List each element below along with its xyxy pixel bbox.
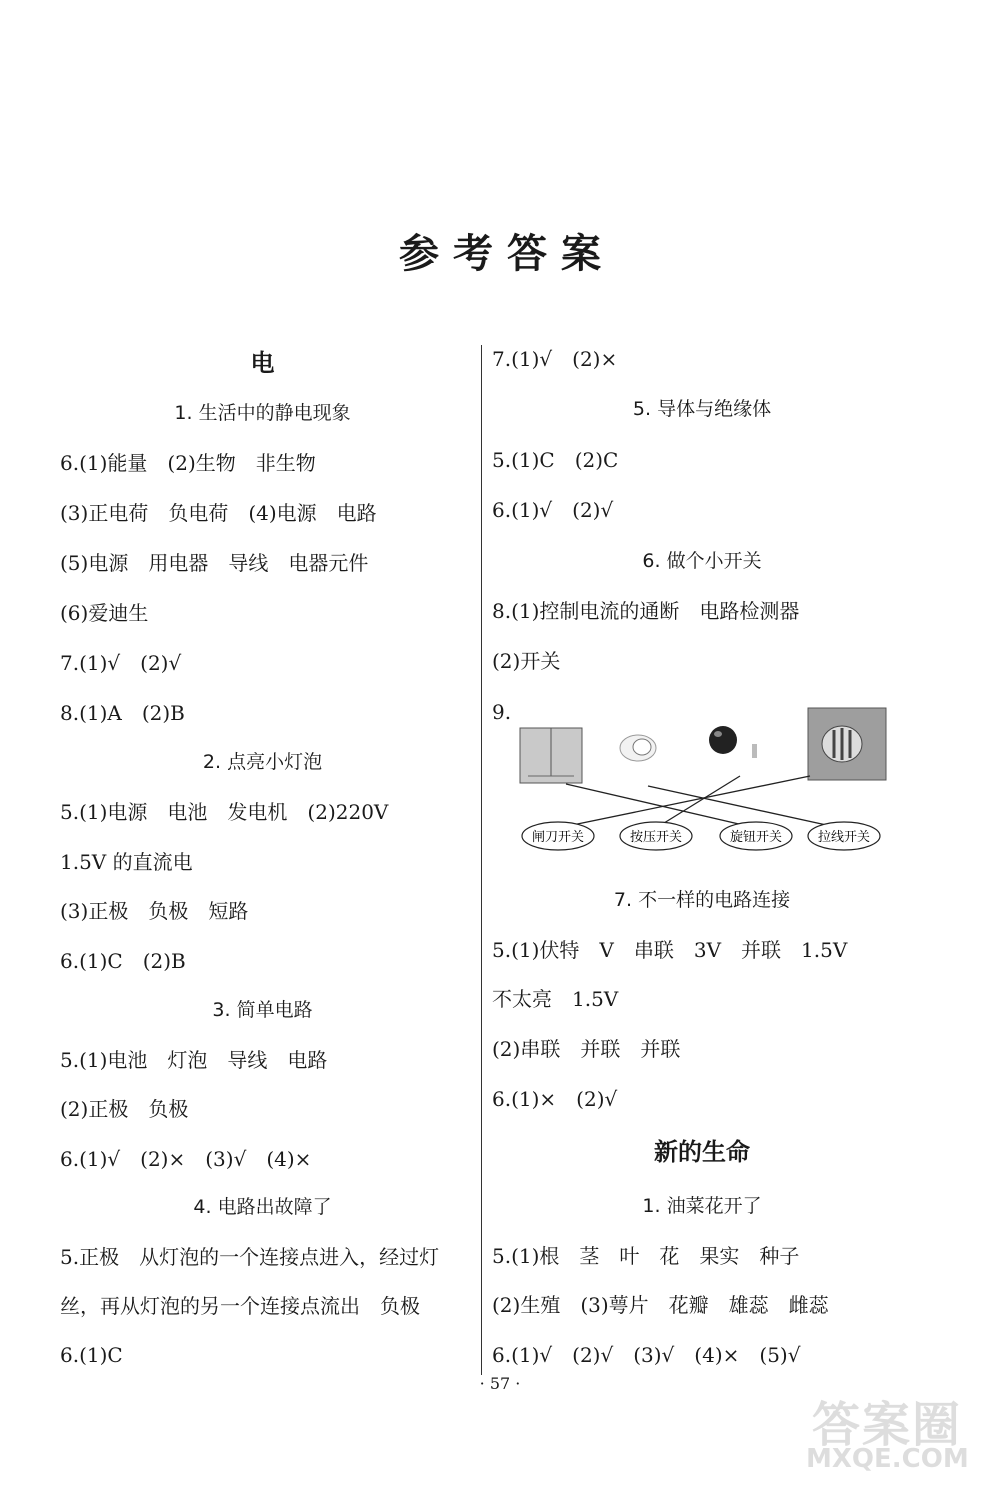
lesson-heading: 6. 做个小开关: [642, 550, 762, 572]
answer-line: 6.(1)C: [60, 1343, 123, 1367]
answer-line: 8.(1)A (2)B: [60, 701, 185, 725]
answer-line: 6.(1)× (2)√: [492, 1087, 618, 1111]
rotary-switch-picture: [709, 726, 757, 758]
answer-line: 7.(1)√ (2)×: [492, 347, 618, 371]
answer-line: 6.(1)√ (2)× (3)√ (4)×: [60, 1147, 312, 1171]
watermark-logo: [802, 1386, 982, 1476]
match-line: [656, 776, 740, 828]
switch-label: 闸刀开关: [531, 830, 585, 845]
answer-line: (5)电源 用电器 导线 电器元件: [60, 551, 369, 575]
match-line: [566, 784, 756, 828]
switch-labels: [522, 822, 880, 850]
answer-line: (2)正极 负极: [60, 1097, 189, 1121]
lesson-heading: 4. 电路出故障了: [193, 1196, 332, 1218]
answer-line: (3)正极 负极 短路: [60, 899, 249, 923]
column-divider: [481, 345, 482, 1375]
answer-line: 5.(1)电池 灯泡 导线 电路: [60, 1048, 328, 1072]
push-switch-picture: [620, 735, 656, 761]
matching-lines: [558, 776, 840, 828]
lesson-heading: 3. 简单电路: [212, 999, 313, 1021]
section-title-electricity: 电: [250, 349, 275, 377]
lesson-heading: 1. 生活中的静电现象: [174, 402, 351, 424]
match-line: [558, 776, 810, 828]
watermark-text: 答案圈: [812, 1397, 963, 1453]
answer-line: 7.(1)√ (2)√: [60, 651, 182, 675]
switch-label: 按压开关: [629, 830, 683, 845]
switch-label: 拉线开关: [817, 830, 871, 845]
pull-switch-picture: [808, 708, 886, 780]
lesson-heading: 1. 油菜花开了: [642, 1195, 762, 1217]
answer-line: 5.正极 从灯泡的一个连接点进入，经过灯: [60, 1245, 440, 1269]
answer-line: 6.(1)能量 (2)生物 非生物: [60, 451, 316, 475]
answer-line: 丝，再从灯泡的另一个连接点流出 负极: [60, 1294, 420, 1318]
answer-line: 5.(1)伏特 V 串联 3V 并联 1.5V: [492, 938, 848, 962]
lesson-heading: 7. 不一样的电路连接: [613, 889, 791, 911]
lesson-heading: 5. 导体与绝缘体: [632, 398, 772, 420]
answer-line: (2)生殖 (3)萼片 花瓣 雄蕊 雌蕊: [492, 1293, 829, 1317]
switch-matching-figure: [518, 706, 888, 856]
section-title-new-life: 新的生命: [654, 1138, 750, 1166]
answer-line: (6)爱迪生: [60, 601, 149, 625]
answer-line: 5.(1)C (2)C: [492, 448, 619, 472]
page-number: · 57 ·: [479, 1374, 521, 1393]
answer-line: 8.(1)控制电流的通断 电路检测器: [492, 599, 800, 623]
answer-line: 6.(1)√ (2)√ (3)√ (4)× (5)√: [492, 1343, 801, 1367]
answer-line: 9.: [492, 700, 512, 724]
match-line: [648, 786, 840, 828]
answer-line: 5.(1)电源 电池 发电机 (2)220V: [60, 800, 389, 824]
knife-switch-picture: [520, 728, 582, 783]
answer-line: (2)开关: [492, 649, 561, 673]
switch-label: 旋钮开关: [729, 830, 783, 845]
page-title: 参考答案: [399, 231, 615, 277]
answer-line: 1.5V 的直流电: [60, 850, 193, 874]
answer-line: 6.(1)√ (2)√: [492, 498, 614, 522]
answer-line: (3)正电荷 负电荷 (4)电源 电路: [60, 501, 377, 525]
watermark-url: MXQE.COM: [806, 1444, 969, 1474]
answer-line: (2)串联 并联 并联: [492, 1037, 681, 1061]
answer-line: 5.(1)根 茎 叶 花 果实 种子: [492, 1244, 800, 1268]
answer-line: 6.(1)C (2)B: [60, 949, 186, 973]
answer-line: 不太亮 1.5V: [492, 987, 619, 1011]
lesson-heading: 2. 点亮小灯泡: [202, 751, 323, 773]
